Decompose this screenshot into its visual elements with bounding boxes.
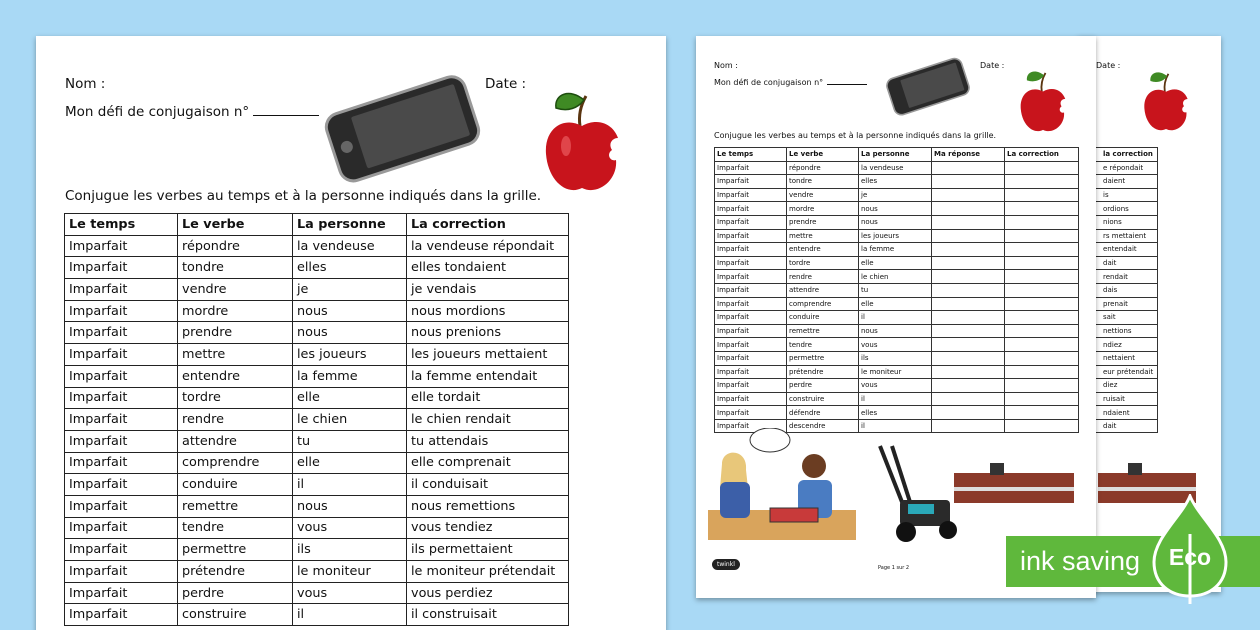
- table-cell: Imparfait: [715, 229, 787, 243]
- table-cell: prenait: [1078, 297, 1158, 311]
- table-cell: ils permettaient: [407, 539, 569, 561]
- table-cell: remettre: [178, 495, 293, 517]
- table-cell: je: [859, 188, 932, 202]
- table-cell: attendre: [178, 430, 293, 452]
- table-cell: nous mordions: [407, 300, 569, 322]
- table-cell: [1005, 256, 1079, 270]
- ink-saving-banner: ink saving: [1006, 536, 1260, 587]
- table-cell: prétendre: [787, 365, 859, 379]
- table-cell: vous: [859, 379, 932, 393]
- table-cell: [1005, 202, 1079, 216]
- date-label: Date :: [485, 76, 527, 92]
- table-cell: la femme: [859, 243, 932, 257]
- table-cell: elles: [859, 175, 932, 189]
- table-row: [65, 539, 569, 561]
- table-cell: entendre: [178, 365, 293, 387]
- table-cell: permettre: [178, 539, 293, 561]
- table-cell: Imparfait: [715, 175, 787, 189]
- table-cell: Imparfait: [715, 324, 787, 338]
- column-header: la correction: [1078, 148, 1158, 162]
- table-cell: rs mettaient: [1078, 229, 1158, 243]
- table-cell: entendre: [787, 243, 859, 257]
- table-cell: perdre: [787, 379, 859, 393]
- phone-icon: [320, 72, 485, 187]
- table-row: [65, 517, 569, 539]
- table-row: [65, 452, 569, 474]
- table-cell: [932, 365, 1005, 379]
- table-cell: Imparfait: [715, 351, 787, 365]
- table-cell: [932, 338, 1005, 352]
- table-cell: Imparfait: [65, 300, 178, 322]
- column-header: Le temps: [65, 214, 178, 236]
- table-cell: conduire: [178, 474, 293, 496]
- table-cell: [1005, 406, 1079, 420]
- table-cell: perdre: [178, 582, 293, 604]
- table-cell: les joueurs: [293, 344, 407, 366]
- phone-icon: [876, 56, 980, 118]
- apple-icon: [542, 88, 622, 198]
- table-row: [715, 188, 1079, 202]
- conjugation-table: [64, 213, 569, 626]
- eco-badge: Eco: [1168, 544, 1212, 570]
- table-cell: [932, 379, 1005, 393]
- table-cell: tu attendais: [407, 430, 569, 452]
- table-cell: la vendeuse: [293, 235, 407, 257]
- table-row: [715, 215, 1079, 229]
- table-cell: elles: [859, 406, 932, 420]
- table-cell: [1005, 311, 1079, 325]
- table-cell: [932, 311, 1005, 325]
- table-cell: Imparfait: [65, 495, 178, 517]
- challenge-label-text: Mon défi de conjugaison n°: [65, 104, 250, 120]
- table-row: [715, 365, 1079, 379]
- table-cell: nettions: [1078, 324, 1158, 338]
- table-cell: [1005, 229, 1079, 243]
- table-cell: nions: [1078, 215, 1158, 229]
- column-header: Le verbe: [787, 148, 859, 162]
- table-cell: Imparfait: [715, 392, 787, 406]
- table-cell: elles: [293, 257, 407, 279]
- table-cell: Imparfait: [715, 338, 787, 352]
- table-cell: construire: [178, 604, 293, 626]
- table-row: [715, 283, 1079, 297]
- table-cell: comprendre: [178, 452, 293, 474]
- table-cell: daient: [1078, 175, 1158, 189]
- table-cell: il: [859, 419, 932, 433]
- table-cell: Imparfait: [715, 161, 787, 175]
- table-cell: [932, 175, 1005, 189]
- table-cell: [1005, 297, 1079, 311]
- table-cell: [1005, 351, 1079, 365]
- table-cell: dais: [1078, 283, 1158, 297]
- classroom-illustration: [954, 461, 1074, 509]
- table-cell: il construisait: [407, 604, 569, 626]
- table-cell: répondre: [787, 161, 859, 175]
- column-header: La correction: [407, 214, 569, 236]
- table-row: [715, 161, 1079, 175]
- table-cell: elle: [859, 297, 932, 311]
- table-row: [65, 344, 569, 366]
- table-cell: [932, 202, 1005, 216]
- table-cell: [932, 256, 1005, 270]
- table-cell: tondre: [787, 175, 859, 189]
- table-row: [65, 322, 569, 344]
- table-cell: Imparfait: [65, 452, 178, 474]
- table-row: [65, 561, 569, 583]
- table-cell: nous prenions: [407, 322, 569, 344]
- table-cell: Imparfait: [65, 561, 178, 583]
- challenge-number-blank: [253, 105, 319, 116]
- table-row: [715, 406, 1079, 420]
- table-cell: rendre: [178, 409, 293, 431]
- table-cell: le moniteur: [859, 365, 932, 379]
- table-row: [65, 387, 569, 409]
- table-cell: vous: [293, 582, 407, 604]
- instruction-text: Conjugue les verbes au temps et à la personne indiqués dans la grille.: [714, 131, 997, 140]
- column-header: La personne: [293, 214, 407, 236]
- table-cell: le moniteur: [293, 561, 407, 583]
- column-header: La correction: [1005, 148, 1079, 162]
- table-cell: [932, 351, 1005, 365]
- table-cell: le chien: [293, 409, 407, 431]
- table-cell: [932, 392, 1005, 406]
- challenge-label-text: Mon défi de conjugaison n°: [714, 78, 824, 87]
- table-cell: [932, 229, 1005, 243]
- table-cell: [1005, 188, 1079, 202]
- table-cell: Imparfait: [65, 517, 178, 539]
- table-cell: [1005, 338, 1079, 352]
- table-cell: ndiez: [1078, 338, 1158, 352]
- table-row: [65, 604, 569, 626]
- table-cell: défendre: [787, 406, 859, 420]
- table-cell: Imparfait: [715, 406, 787, 420]
- table-cell: Imparfait: [715, 215, 787, 229]
- table-cell: [932, 161, 1005, 175]
- table-cell: elle tordait: [407, 387, 569, 409]
- table-cell: nous: [293, 495, 407, 517]
- table-cell: nous remettions: [407, 495, 569, 517]
- table-cell: Imparfait: [65, 387, 178, 409]
- table-cell: nous: [293, 322, 407, 344]
- table-cell: les joueurs mettaient: [407, 344, 569, 366]
- table-cell: il: [293, 604, 407, 626]
- table-cell: [932, 188, 1005, 202]
- table-cell: [932, 215, 1005, 229]
- conjugation-table: [714, 147, 1079, 433]
- table-cell: Imparfait: [715, 270, 787, 284]
- table-cell: vous: [859, 338, 932, 352]
- name-label: Nom :: [714, 61, 738, 70]
- challenge-number-blank: [827, 78, 867, 85]
- table-cell: prendre: [787, 215, 859, 229]
- table-cell: Imparfait: [715, 256, 787, 270]
- table-cell: ils: [293, 539, 407, 561]
- table-cell: tordre: [178, 387, 293, 409]
- table-cell: elles tondaient: [407, 257, 569, 279]
- table-cell: [1005, 175, 1079, 189]
- table-cell: remettre: [787, 324, 859, 338]
- table-cell: [932, 270, 1005, 284]
- table-cell: Imparfait: [65, 604, 178, 626]
- table-row: [65, 495, 569, 517]
- table-cell: comprendre: [787, 297, 859, 311]
- table-cell: vous: [293, 517, 407, 539]
- table-row: [715, 351, 1079, 365]
- table-cell: [1005, 283, 1079, 297]
- table-cell: is: [1078, 188, 1158, 202]
- table-cell: tordre: [787, 256, 859, 270]
- table-cell: les joueurs: [859, 229, 932, 243]
- table-cell: [1005, 215, 1079, 229]
- table-cell: Imparfait: [715, 202, 787, 216]
- instruction-text: Conjugue les verbes au temps et à la personne indiqués dans la grille.: [65, 188, 542, 204]
- table-cell: tu: [859, 283, 932, 297]
- table-row: [715, 297, 1079, 311]
- table-cell: dait: [1078, 419, 1158, 433]
- table-cell: la femme: [293, 365, 407, 387]
- table-cell: Imparfait: [715, 243, 787, 257]
- table-cell: [932, 419, 1005, 433]
- table-cell: [932, 297, 1005, 311]
- table-cell: le moniteur prétendait: [407, 561, 569, 583]
- table-cell: prétendre: [178, 561, 293, 583]
- table-cell: Imparfait: [715, 283, 787, 297]
- table-cell: rendait: [1078, 270, 1158, 284]
- table-cell: mordre: [787, 202, 859, 216]
- table-row: [65, 430, 569, 452]
- table-cell: nous: [293, 300, 407, 322]
- table-row: [715, 324, 1079, 338]
- table-cell: nous: [859, 324, 932, 338]
- table-cell: la vendeuse répondait: [407, 235, 569, 257]
- table-cell: entendait: [1078, 243, 1158, 257]
- table-cell: je: [293, 279, 407, 301]
- table-cell: la femme entendait: [407, 365, 569, 387]
- table-cell: Imparfait: [65, 322, 178, 344]
- table-cell: attendre: [787, 283, 859, 297]
- table-cell: prendre: [178, 322, 293, 344]
- table-cell: dait: [1078, 256, 1158, 270]
- table-cell: permettre: [787, 351, 859, 365]
- table-row: [65, 300, 569, 322]
- table-header-row: [65, 214, 569, 236]
- column-header: Le temps: [715, 148, 787, 162]
- table-cell: nous: [859, 202, 932, 216]
- table-row: [65, 235, 569, 257]
- table-cell: [1005, 324, 1079, 338]
- table-cell: ndaient: [1078, 406, 1158, 420]
- table-cell: ruisait: [1078, 392, 1158, 406]
- table-cell: tu: [293, 430, 407, 452]
- table-cell: [1005, 270, 1079, 284]
- table-cell: [1005, 392, 1079, 406]
- table-cell: vous perdiez: [407, 582, 569, 604]
- table-cell: tendre: [178, 517, 293, 539]
- table-row: [715, 229, 1079, 243]
- apple-icon: [1018, 68, 1068, 136]
- table-cell: elle comprenait: [407, 452, 569, 474]
- table-cell: e répondait: [1078, 161, 1158, 175]
- table-cell: vendre: [178, 279, 293, 301]
- worksheet-page-right: [696, 36, 1096, 598]
- table-cell: vous tendiez: [407, 517, 569, 539]
- table-cell: il: [293, 474, 407, 496]
- table-cell: Imparfait: [65, 582, 178, 604]
- table-cell: il: [859, 392, 932, 406]
- table-row: [715, 379, 1079, 393]
- table-cell: ordions: [1078, 202, 1158, 216]
- table-cell: Imparfait: [715, 419, 787, 433]
- challenge-label: [714, 78, 867, 87]
- table-cell: [932, 283, 1005, 297]
- table-row: [65, 409, 569, 431]
- table-cell: mettre: [787, 229, 859, 243]
- column-header: Ma réponse: [932, 148, 1005, 162]
- date-label-back: Date :: [1096, 61, 1121, 70]
- table-cell: [932, 406, 1005, 420]
- table-row: [715, 338, 1079, 352]
- table-cell: tendre: [787, 338, 859, 352]
- table-row: [715, 175, 1079, 189]
- table-cell: tondre: [178, 257, 293, 279]
- table-row: [65, 582, 569, 604]
- table-cell: le chien rendait: [407, 409, 569, 431]
- table-row: [715, 243, 1079, 257]
- table-cell: nettaient: [1078, 351, 1158, 365]
- apple-icon: [1142, 68, 1190, 136]
- table-row: [715, 270, 1079, 284]
- date-label: Date :: [980, 61, 1005, 70]
- table-cell: mordre: [178, 300, 293, 322]
- table-row: [65, 257, 569, 279]
- table-cell: Imparfait: [715, 311, 787, 325]
- table-cell: [932, 243, 1005, 257]
- children-illustration: [708, 428, 858, 543]
- table-cell: ils: [859, 351, 932, 365]
- table-cell: Imparfait: [65, 235, 178, 257]
- table-cell: Imparfait: [65, 279, 178, 301]
- table-header-row: [715, 148, 1079, 162]
- table-row: [715, 256, 1079, 270]
- table-cell: Imparfait: [65, 257, 178, 279]
- table-cell: la vendeuse: [859, 161, 932, 175]
- table-cell: [1005, 243, 1079, 257]
- challenge-label: [65, 104, 319, 120]
- table-cell: eur prétendait: [1078, 365, 1158, 379]
- table-cell: Imparfait: [715, 188, 787, 202]
- table-cell: Imparfait: [65, 474, 178, 496]
- table-cell: sait: [1078, 311, 1158, 325]
- table-cell: [932, 324, 1005, 338]
- table-cell: elle: [293, 452, 407, 474]
- table-cell: Imparfait: [65, 409, 178, 431]
- table-cell: elle: [859, 256, 932, 270]
- table-cell: [1005, 365, 1079, 379]
- table-cell: [1005, 379, 1079, 393]
- table-cell: construire: [787, 392, 859, 406]
- table-cell: [1005, 419, 1079, 433]
- table-cell: mettre: [178, 344, 293, 366]
- table-cell: je vendais: [407, 279, 569, 301]
- twinkl-logo: twinkl: [712, 559, 740, 570]
- name-label: Nom :: [65, 76, 106, 92]
- table-cell: Imparfait: [715, 379, 787, 393]
- column-header: Le verbe: [178, 214, 293, 236]
- table-row: [715, 392, 1079, 406]
- table-cell: Imparfait: [65, 344, 178, 366]
- table-cell: elle: [293, 387, 407, 409]
- page-number: Page 1 sur 2: [878, 565, 910, 571]
- table-cell: vendre: [787, 188, 859, 202]
- table-cell: il conduisait: [407, 474, 569, 496]
- table-cell: Imparfait: [65, 430, 178, 452]
- table-cell: Imparfait: [715, 297, 787, 311]
- table-cell: Imparfait: [715, 365, 787, 379]
- worksheet-page-left: [36, 36, 666, 630]
- table-cell: il: [859, 311, 932, 325]
- table-cell: descendre: [787, 419, 859, 433]
- table-row: [65, 474, 569, 496]
- table-cell: répondre: [178, 235, 293, 257]
- table-cell: [1005, 161, 1079, 175]
- table-row: [715, 202, 1079, 216]
- table-cell: le chien: [859, 270, 932, 284]
- column-header: La personne: [859, 148, 932, 162]
- lawnmower-illustration: [872, 442, 962, 546]
- table-row: [65, 279, 569, 301]
- table-cell: conduire: [787, 311, 859, 325]
- table-cell: rendre: [787, 270, 859, 284]
- table-row: [65, 365, 569, 387]
- table-cell: Imparfait: [65, 365, 178, 387]
- table-cell: Imparfait: [65, 539, 178, 561]
- table-cell: diez: [1078, 379, 1158, 393]
- table-row: [715, 311, 1079, 325]
- table-cell: nous: [859, 215, 932, 229]
